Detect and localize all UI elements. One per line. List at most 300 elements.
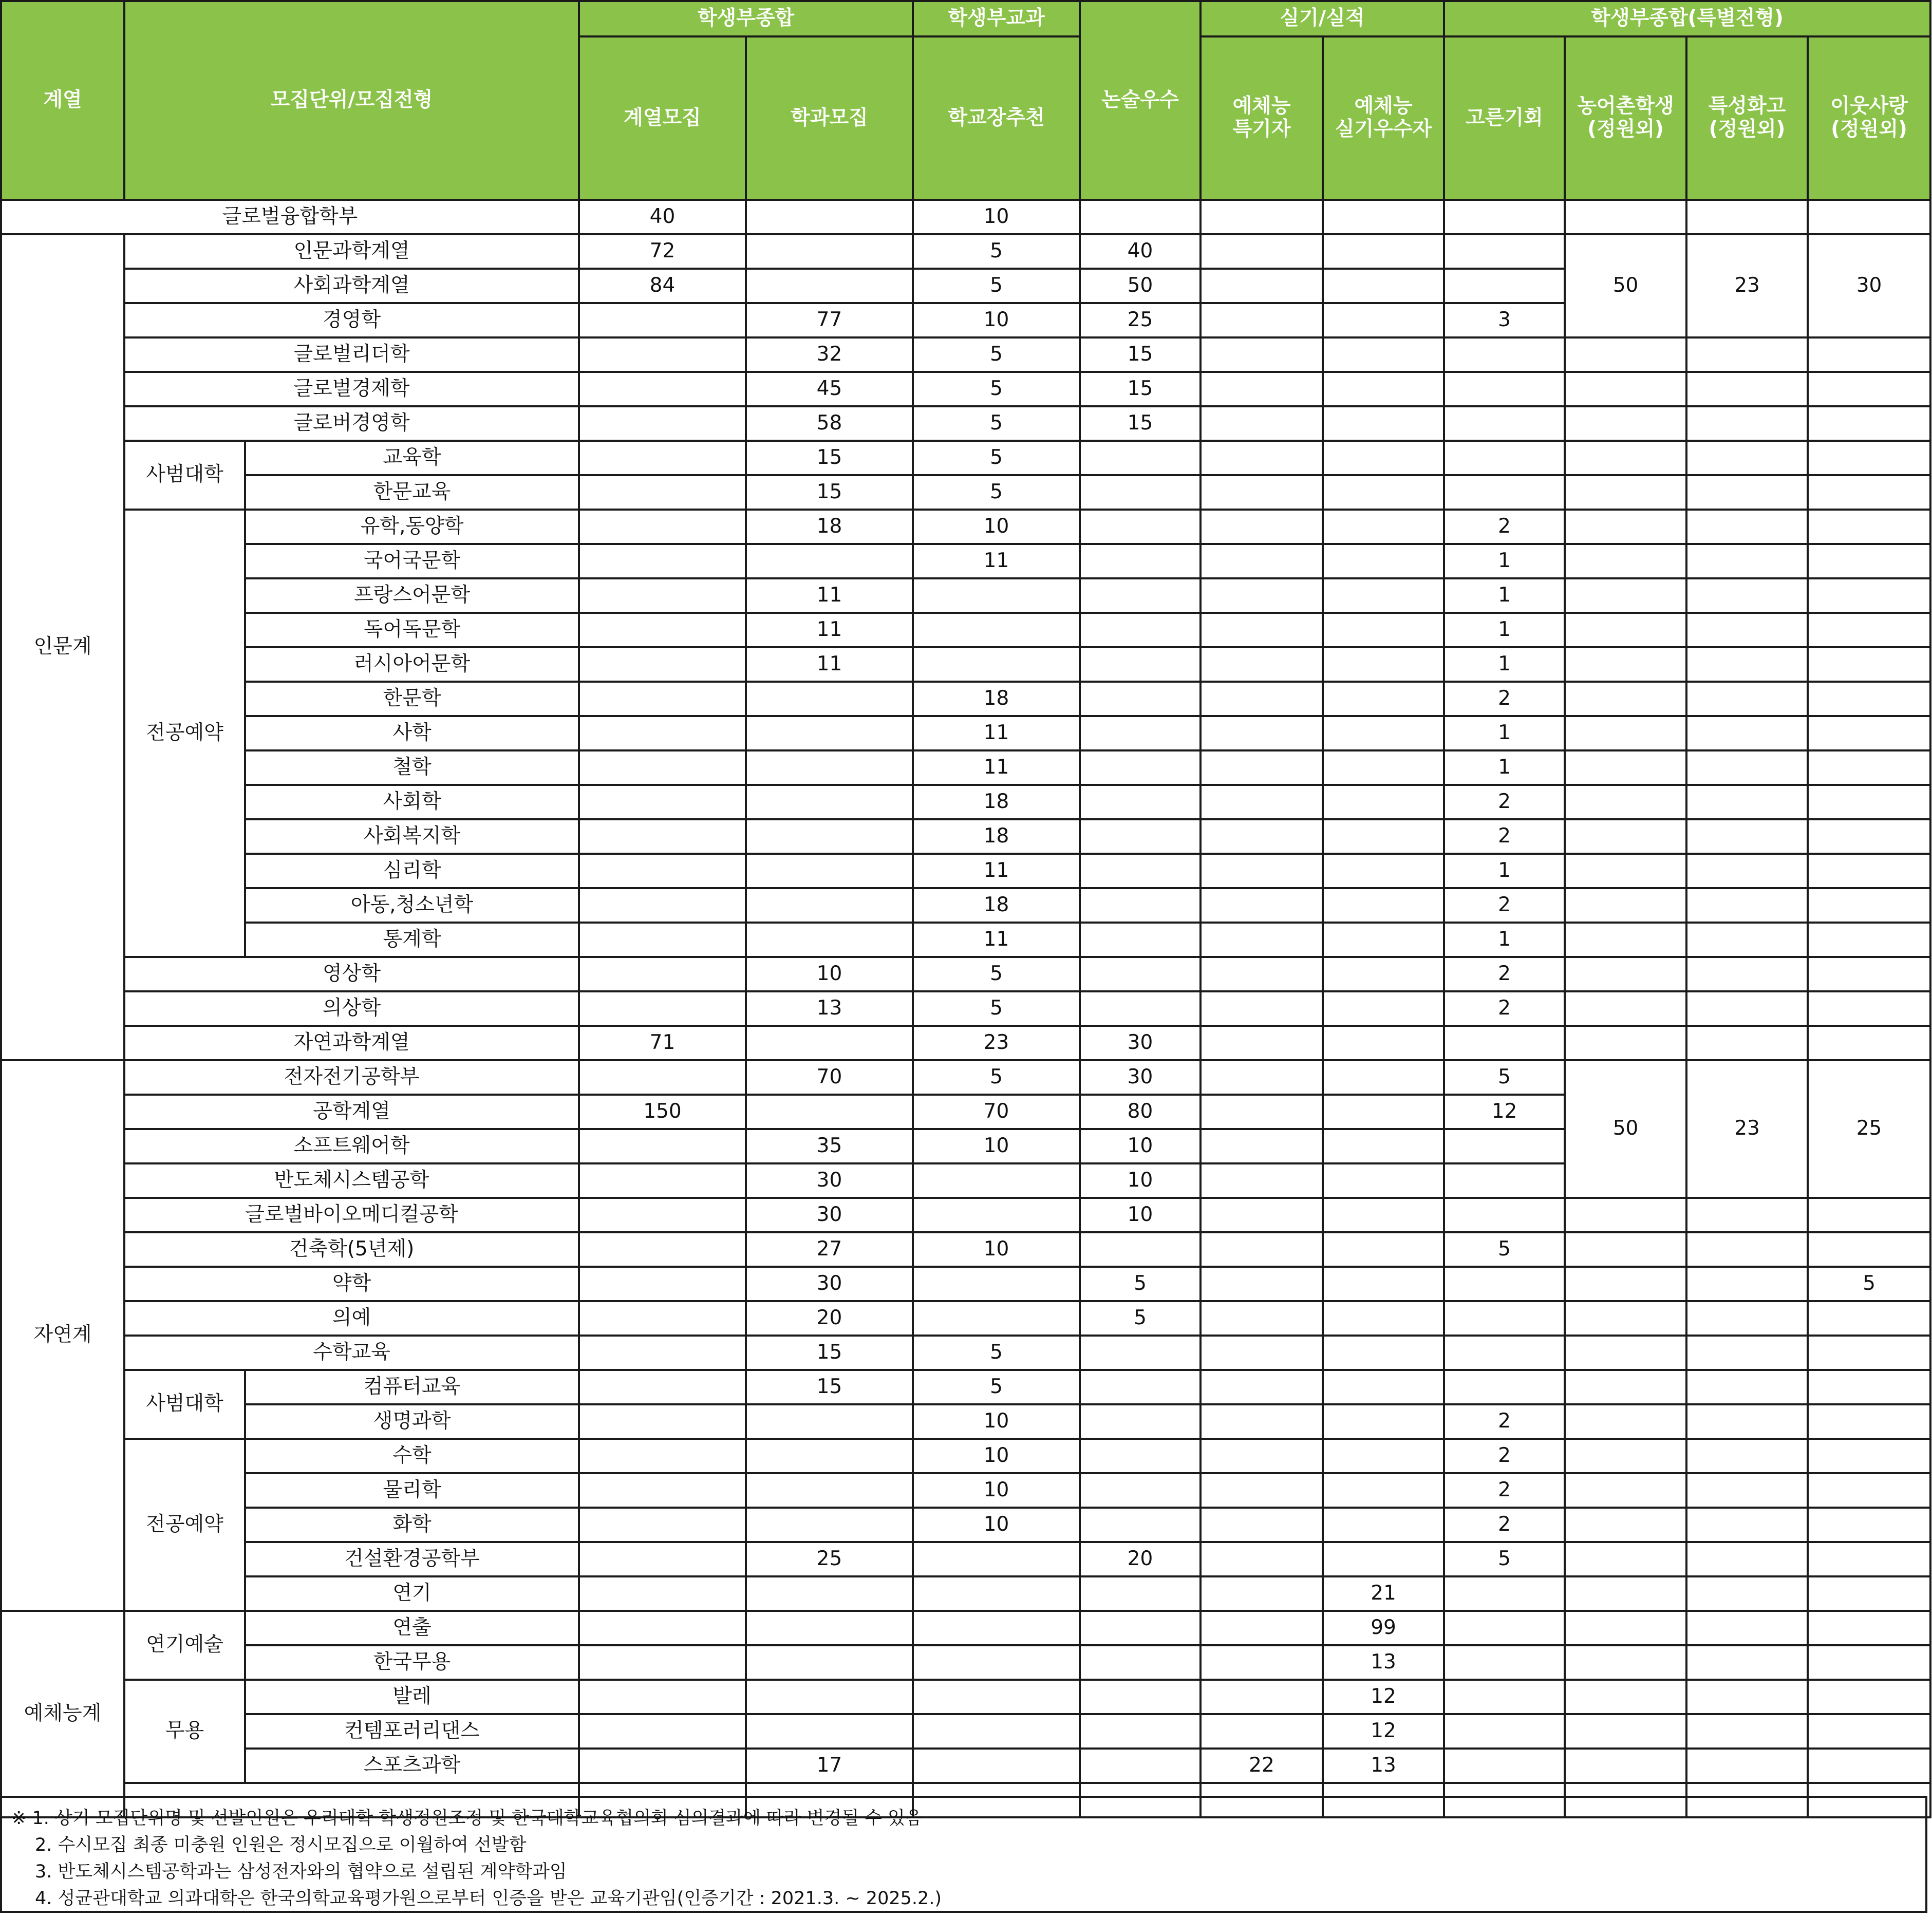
value-cell: 5: [913, 372, 1080, 406]
value-cell: 11: [913, 923, 1080, 957]
value-cell: [1080, 750, 1201, 785]
value-cell: [1444, 269, 1565, 303]
value-cell: 20: [746, 1301, 913, 1336]
value-cell: [1686, 819, 1808, 854]
value-cell: [746, 1611, 913, 1645]
value-cell: [1444, 406, 1565, 441]
value-cell: 5: [1444, 1542, 1565, 1576]
value-cell: [1808, 1680, 1930, 1714]
value-cell: [1323, 337, 1444, 372]
value-cell: [1323, 269, 1444, 303]
table-row: [1, 1439, 1930, 1473]
value-cell: [1201, 1680, 1323, 1714]
footnote: 3. 반도체시스템공학과는 삼성전자와의 협약으로 설립된 계약학과임: [35, 1862, 567, 1882]
table-row: [1, 372, 1930, 406]
value-cell: 18: [913, 819, 1080, 854]
value-cell: 1: [1444, 854, 1565, 888]
group-label: 자연계: [1, 1060, 124, 1611]
unit-label: 생명과학: [245, 1404, 579, 1439]
value-cell: [1323, 613, 1444, 647]
value-cell: [579, 1576, 746, 1611]
unit-label: 글로벌경제학: [124, 372, 579, 406]
value-cell: [1808, 200, 1930, 234]
value-cell: [1080, 544, 1201, 578]
value-cell: [1686, 1439, 1808, 1473]
value-cell: [1686, 510, 1808, 544]
value-cell: [579, 1336, 746, 1370]
value-cell: 10: [913, 1473, 1080, 1508]
value-cell: [1444, 1129, 1565, 1163]
value-cell: [1080, 510, 1201, 544]
value-cell: [1444, 441, 1565, 475]
value-cell: [746, 750, 913, 785]
value-cell: [1686, 991, 1808, 1026]
value-cell: [1323, 1370, 1444, 1404]
unit-label: 건설환경공학부: [245, 1542, 579, 1576]
value-cell: [579, 406, 746, 441]
value-cell: [1565, 1404, 1686, 1439]
table-row: [1, 406, 1930, 441]
table-row: [1, 1576, 1930, 1611]
table-row: [1, 923, 1930, 957]
table-row: [1, 510, 1930, 544]
unit-label: 인문과학계열: [124, 234, 579, 269]
value-cell: [1808, 991, 1930, 1026]
value-cell: [579, 337, 746, 372]
unit-label: 의예: [124, 1301, 579, 1336]
value-cell: 5: [913, 441, 1080, 475]
value-cell: [1444, 1611, 1565, 1645]
unit-label: 자연과학계열: [124, 1026, 579, 1060]
value-cell: [1201, 1198, 1323, 1232]
table-row: [1, 1542, 1930, 1576]
unit-label: 연기: [245, 1576, 579, 1611]
value-cell: [579, 441, 746, 475]
merged-special-cell: 25: [1808, 1060, 1930, 1198]
value-cell: [1323, 372, 1444, 406]
value-cell: [1565, 1370, 1686, 1404]
value-cell: 1: [1444, 613, 1565, 647]
header-special: 학생부종합(특별전형): [1444, 1, 1930, 36]
value-cell: [1565, 613, 1686, 647]
value-cell: [1808, 1336, 1930, 1370]
value-cell: [1201, 441, 1323, 475]
value-cell: [746, 544, 913, 578]
value-cell: 5: [913, 1336, 1080, 1370]
value-cell: [1323, 1232, 1444, 1267]
table-row: [1, 1749, 1930, 1783]
value-cell: [1080, 991, 1201, 1026]
value-cell: 5: [913, 1060, 1080, 1095]
value-cell: 5: [913, 269, 1080, 303]
table-row: [1, 647, 1930, 682]
value-cell: [579, 923, 746, 957]
header-essay: 논술우수: [1080, 1, 1201, 200]
value-cell: 12: [1323, 1680, 1444, 1714]
value-cell: 32: [746, 337, 913, 372]
value-cell: 15: [746, 1336, 913, 1370]
value-cell: 50: [1080, 269, 1201, 303]
header-sub: 예체능 실기우수자: [1323, 36, 1444, 200]
table-row: [1, 475, 1930, 510]
value-cell: [913, 647, 1080, 682]
value-cell: 2: [1444, 888, 1565, 923]
value-cell: [746, 1576, 913, 1611]
value-cell: 99: [1323, 1611, 1444, 1645]
value-cell: [1808, 1749, 1930, 1783]
value-cell: [1565, 682, 1686, 716]
value-cell: [913, 1645, 1080, 1680]
value-cell: [1444, 200, 1565, 234]
table-row: [1, 441, 1930, 475]
value-cell: [1686, 1336, 1808, 1370]
value-cell: [1201, 888, 1323, 923]
value-cell: 30: [746, 1267, 913, 1301]
value-cell: [746, 682, 913, 716]
value-cell: 40: [1080, 234, 1201, 269]
unit-label: 한국무용: [245, 1645, 579, 1680]
table-row: [1, 1336, 1930, 1370]
value-cell: [1686, 854, 1808, 888]
value-cell: [1808, 957, 1930, 991]
value-cell: 2: [1444, 682, 1565, 716]
unit-label: 의상학: [124, 991, 579, 1026]
table-row: [1, 1645, 1930, 1680]
value-cell: [746, 819, 913, 854]
value-cell: [1323, 1198, 1444, 1232]
value-cell: [1201, 475, 1323, 510]
value-cell: 11: [913, 854, 1080, 888]
value-cell: [1808, 750, 1930, 785]
value-cell: [579, 1267, 746, 1301]
value-cell: [579, 1680, 746, 1714]
value-cell: [913, 1198, 1080, 1232]
value-cell: 18: [746, 510, 913, 544]
value-cell: [579, 1060, 746, 1095]
value-cell: 10: [746, 957, 913, 991]
table-header: [1, 1, 1930, 200]
value-cell: [1080, 1336, 1201, 1370]
table-row: [1, 1267, 1930, 1301]
value-cell: 40: [579, 200, 746, 234]
unit-label: 컴퓨터교육: [245, 1370, 579, 1404]
value-cell: [1201, 1576, 1323, 1611]
value-cell: [1080, 1714, 1201, 1749]
value-cell: [1323, 1060, 1444, 1095]
value-cell: [913, 1749, 1080, 1783]
value-cell: 72: [579, 234, 746, 269]
value-cell: [1808, 337, 1930, 372]
value-cell: 11: [746, 647, 913, 682]
value-cell: [579, 819, 746, 854]
value-cell: 77: [746, 303, 913, 337]
value-cell: [1323, 406, 1444, 441]
value-cell: [1323, 750, 1444, 785]
value-cell: [1444, 1645, 1565, 1680]
table-row: [1, 200, 1930, 234]
value-cell: [579, 1645, 746, 1680]
table-row: [1, 1060, 1930, 1095]
value-cell: 27: [746, 1232, 913, 1267]
unit-label: 컨템포러리댄스: [245, 1714, 579, 1749]
header-group: 계열: [1, 1, 124, 200]
value-cell: [1323, 1095, 1444, 1129]
value-cell: [1323, 1267, 1444, 1301]
value-cell: [1201, 613, 1323, 647]
value-cell: [579, 682, 746, 716]
value-cell: [1080, 1576, 1201, 1611]
value-cell: [579, 1508, 746, 1542]
value-cell: [1565, 1714, 1686, 1749]
value-cell: [1080, 1232, 1201, 1267]
value-cell: [1323, 854, 1444, 888]
value-cell: [1201, 819, 1323, 854]
unit-label: 유학,동양학: [245, 510, 579, 544]
value-cell: [1080, 578, 1201, 613]
value-cell: [1686, 1680, 1808, 1714]
merged-special-cell: 23: [1686, 1060, 1808, 1198]
value-cell: [1444, 1576, 1565, 1611]
value-cell: [1080, 785, 1201, 819]
value-cell: [1686, 200, 1808, 234]
unit-label: 사회학: [245, 785, 579, 819]
table-row: [1, 1026, 1930, 1060]
value-cell: [1323, 544, 1444, 578]
unit-label: 사회과학계열: [124, 269, 579, 303]
table-row: [1, 1301, 1930, 1336]
header-sub: 이웃사랑 (정원외): [1808, 36, 1930, 200]
value-cell: [1686, 750, 1808, 785]
value-cell: [1565, 1611, 1686, 1645]
value-cell: [1201, 1336, 1323, 1370]
unit-label: 러시아어문학: [245, 647, 579, 682]
value-cell: [1565, 1645, 1686, 1680]
unit-label: 영상학: [124, 957, 579, 991]
value-cell: [1444, 1163, 1565, 1198]
value-cell: [1201, 1026, 1323, 1060]
subgroup-label: 전공예약: [124, 1439, 245, 1611]
value-cell: 2: [1444, 991, 1565, 1026]
value-cell: [1565, 785, 1686, 819]
value-cell: [1323, 1336, 1444, 1370]
value-cell: [1201, 957, 1323, 991]
value-cell: [1686, 1267, 1808, 1301]
value-cell: 10: [913, 200, 1080, 234]
value-cell: [746, 200, 913, 234]
value-cell: [1565, 1026, 1686, 1060]
value-cell: [1080, 957, 1201, 991]
value-cell: [913, 1576, 1080, 1611]
value-cell: [746, 1645, 913, 1680]
value-cell: [579, 854, 746, 888]
value-cell: 10: [1080, 1198, 1201, 1232]
value-cell: [1565, 1198, 1686, 1232]
value-cell: [1201, 1542, 1323, 1576]
unit-label: 수학: [245, 1439, 579, 1473]
value-cell: [1686, 1026, 1808, 1060]
value-cell: [1565, 510, 1686, 544]
value-cell: 13: [746, 991, 913, 1026]
value-cell: [1323, 234, 1444, 269]
value-cell: [746, 854, 913, 888]
unit-label: 반도체시스템공학: [124, 1163, 579, 1198]
value-cell: [579, 785, 746, 819]
value-cell: [1686, 1198, 1808, 1232]
value-cell: 10: [1080, 1163, 1201, 1198]
value-cell: [1808, 785, 1930, 819]
value-cell: 25: [746, 1542, 913, 1576]
value-cell: [1686, 441, 1808, 475]
value-cell: [1080, 475, 1201, 510]
value-cell: [1201, 647, 1323, 682]
value-cell: [1323, 1301, 1444, 1336]
value-cell: [1323, 957, 1444, 991]
value-cell: 1: [1444, 544, 1565, 578]
value-cell: [1201, 991, 1323, 1026]
value-cell: 5: [913, 475, 1080, 510]
value-cell: 2: [1444, 957, 1565, 991]
header-sub: 농어촌학생 (정원외): [1565, 36, 1686, 200]
unit-label: 공학계열: [124, 1095, 579, 1129]
value-cell: 30: [746, 1198, 913, 1232]
value-cell: [579, 1714, 746, 1749]
value-cell: 80: [1080, 1095, 1201, 1129]
value-cell: [1565, 647, 1686, 682]
header-comprehensive: 학생부종합: [579, 1, 913, 36]
value-cell: 11: [913, 750, 1080, 785]
value-cell: [1686, 475, 1808, 510]
value-cell: 15: [1080, 406, 1201, 441]
value-cell: 30: [1080, 1060, 1201, 1095]
value-cell: [579, 1163, 746, 1198]
value-cell: [1201, 406, 1323, 441]
value-cell: 10: [913, 1129, 1080, 1163]
value-cell: [1808, 1473, 1930, 1508]
value-cell: [1080, 1473, 1201, 1508]
value-cell: [1686, 1611, 1808, 1645]
value-cell: 11: [746, 613, 913, 647]
unit-label: 국어국문학: [245, 544, 579, 578]
value-cell: [1201, 716, 1323, 750]
value-cell: [1080, 1645, 1201, 1680]
value-cell: [1080, 1439, 1201, 1473]
unit-label: 글로버경영학: [124, 406, 579, 441]
value-cell: 2: [1444, 1473, 1565, 1508]
value-cell: [1686, 1232, 1808, 1267]
value-cell: [1686, 923, 1808, 957]
value-cell: [1565, 441, 1686, 475]
value-cell: [1565, 475, 1686, 510]
value-cell: [1686, 1645, 1808, 1680]
header-sub: 특성화고 (정원외): [1686, 36, 1808, 200]
value-cell: [1808, 1439, 1930, 1473]
value-cell: [1444, 1680, 1565, 1714]
value-cell: [1565, 544, 1686, 578]
value-cell: [1080, 613, 1201, 647]
value-cell: [746, 1680, 913, 1714]
value-cell: [1323, 923, 1444, 957]
value-cell: [1686, 337, 1808, 372]
value-cell: [1565, 1267, 1686, 1301]
value-cell: [1201, 1060, 1323, 1095]
value-cell: [1323, 578, 1444, 613]
value-cell: [913, 1680, 1080, 1714]
value-cell: [1201, 544, 1323, 578]
header-subject: 학생부교과: [913, 1, 1080, 36]
table-row: [1, 682, 1930, 716]
value-cell: 12: [1323, 1714, 1444, 1749]
value-cell: [1686, 785, 1808, 819]
value-cell: [1808, 510, 1930, 544]
table-row: [1, 716, 1930, 750]
value-cell: [746, 1439, 913, 1473]
value-cell: [746, 1508, 913, 1542]
value-cell: [1565, 991, 1686, 1026]
value-cell: [579, 957, 746, 991]
value-cell: [746, 785, 913, 819]
merged-special-cell: 30: [1808, 234, 1930, 337]
value-cell: 11: [913, 716, 1080, 750]
value-cell: [579, 1129, 746, 1163]
value-cell: [579, 303, 746, 337]
value-cell: 15: [746, 1370, 913, 1404]
merged-special-cell: 50: [1565, 1060, 1686, 1198]
footnotes: [0, 1796, 1927, 1913]
value-cell: 1: [1444, 923, 1565, 957]
value-cell: 30: [1080, 1026, 1201, 1060]
value-cell: 21: [1323, 1576, 1444, 1611]
unit-label: 글로벌리더학: [124, 337, 579, 372]
unit-label: 아동,청소년학: [245, 888, 579, 923]
value-cell: [1565, 1439, 1686, 1473]
value-cell: 5: [1444, 1232, 1565, 1267]
value-cell: [1808, 682, 1930, 716]
unit-label: 프랑스어문학: [245, 578, 579, 613]
table-row: [1, 544, 1930, 578]
value-cell: [1686, 682, 1808, 716]
table-row: [1, 1473, 1930, 1508]
group-label: 인문계: [1, 234, 124, 1060]
value-cell: [1201, 1508, 1323, 1542]
table-row: [1, 1611, 1930, 1645]
unit-label: 연출: [245, 1611, 579, 1645]
merged-special-cell: 23: [1686, 234, 1808, 337]
value-cell: [1808, 1301, 1930, 1336]
unit-label: 소프트웨어학: [124, 1129, 579, 1163]
value-cell: [1565, 406, 1686, 441]
value-cell: 22: [1201, 1749, 1323, 1783]
value-cell: [1201, 372, 1323, 406]
value-cell: [1323, 441, 1444, 475]
group-label: 예체능계: [1, 1611, 124, 1817]
value-cell: [1565, 819, 1686, 854]
value-cell: 10: [913, 1508, 1080, 1542]
value-cell: [746, 888, 913, 923]
value-cell: 12: [1444, 1095, 1565, 1129]
value-cell: [1565, 1301, 1686, 1336]
value-cell: [913, 1542, 1080, 1576]
value-cell: [1686, 1749, 1808, 1783]
table-row: [1, 613, 1930, 647]
value-cell: [1808, 406, 1930, 441]
value-cell: [1808, 854, 1930, 888]
value-cell: 18: [913, 888, 1080, 923]
value-cell: [1201, 1404, 1323, 1439]
value-cell: [1323, 1163, 1444, 1198]
footnote: ※ 1. 상기 모집단위명 및 선발인원은 우리대학 학생정원조정 및 한국대학교육협의회 심의결과에 따라 변경될 수 있음: [11, 1808, 923, 1829]
value-cell: 15: [1080, 337, 1201, 372]
value-cell: 20: [1080, 1542, 1201, 1576]
